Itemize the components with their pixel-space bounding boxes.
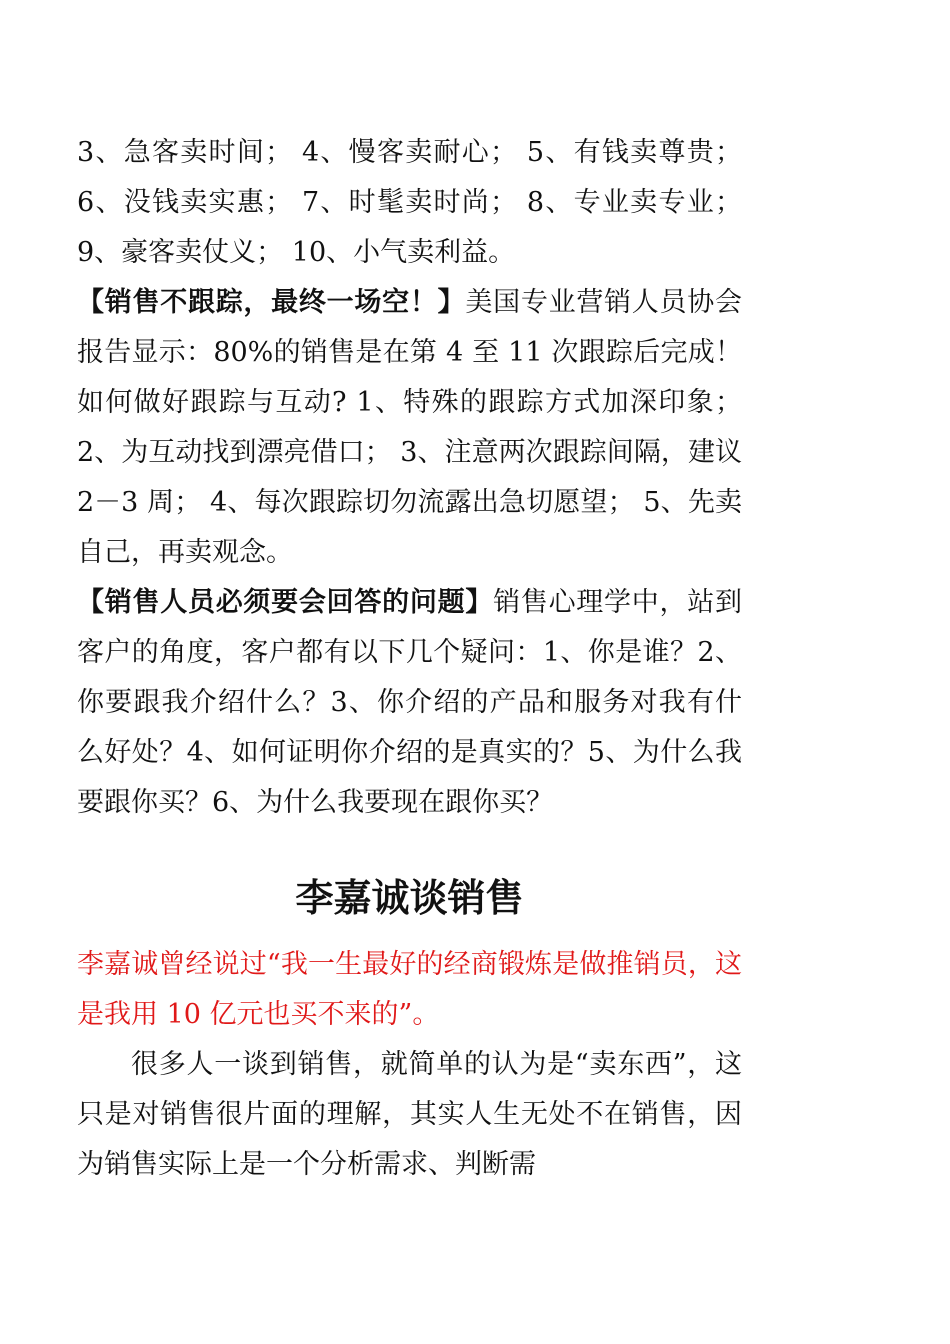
quote-paragraph: 李嘉诚曾经说过“我一生最好的经商锻炼是做推销员，这是我用 10 亿元也买不来的”。 bbox=[77, 949, 742, 1030]
follow-up-paragraph bbox=[77, 278, 742, 578]
questions-body: 销售心理学中，站到客户的角度，客户都有以下几个疑问：1、你是谁？2、你要跟我介绍什么？3、你介绍的产品和服务对我有什么好处？4、如何证明你介绍的是真实的？5、为什么我要跟你买？6、为什么我要现在跟你买？ bbox=[77, 587, 743, 818]
questions-paragraph bbox=[77, 578, 742, 828]
follow-up-heading: 【销售不跟踪，最终一场空！】 bbox=[77, 287, 466, 318]
follow-up-body: 美国专业营销人员协会报告显示：80%的销售是在第 4 至 11 次跟踪后完成！ 如何做好跟踪与互动? 1、特殊的跟踪方式加深印象； 2、为互动找到漂亮借口； 3、注意两次跟踪间隔，建议 2－3 周； 4、每次跟踪切勿流露出急切愿望； 5、先卖自己，再卖观念。 bbox=[77, 287, 743, 568]
section-title: 李嘉诚谈销售 bbox=[295, 876, 524, 920]
document-page bbox=[77, 128, 742, 1190]
questions-heading: 【销售人员必须要会回答的问题】 bbox=[77, 587, 494, 618]
customer-types-paragraph: 3、急客卖时间； 4、慢客卖耐心； 5、有钱卖尊贵； 6、没钱卖实惠； 7、时髦卖时尚； 8、专业卖专业； 9、豪客卖仗义； 10、小气卖利益。 bbox=[77, 137, 742, 268]
sales-intro-paragraph: 很多人一谈到销售，就简单的认为是“卖东西”，这只是对销售很片面的理解，其实人生无处不在销售，因为销售实际上是一个分析需求、判断需 bbox=[77, 1049, 742, 1180]
spacer bbox=[77, 828, 742, 868]
